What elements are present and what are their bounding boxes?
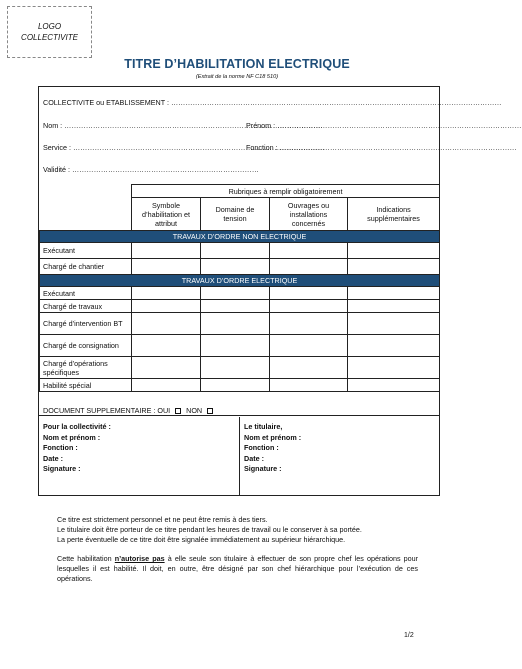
- sig-right-fonction: Fonction :: [244, 443, 279, 452]
- table-row: [40, 313, 440, 335]
- habilitation-table: [39, 184, 440, 392]
- table-cell[interactable]: [201, 313, 270, 335]
- sig-right-title: Le titulaire,: [244, 422, 283, 431]
- table-row: [40, 300, 440, 313]
- section-electrique-label: TRAVAUX D’ORDRE ELECTRIQUE: [40, 275, 440, 287]
- doc-sup-label: DOCUMENT SUPPLEMENTAIRE : OUI: [43, 406, 171, 415]
- validite-field: Validité : ……………………………………………………………………: [43, 165, 259, 174]
- logo-line-2: COLLECTIVITE: [21, 33, 78, 42]
- table-cell[interactable]: [201, 259, 270, 275]
- table-cell[interactable]: [348, 243, 440, 259]
- section-non-electrique: [40, 231, 440, 243]
- document-supplementaire-row: [39, 405, 439, 416]
- note-para-emphasis: n’autorise pas: [114, 554, 165, 563]
- note-para-before: Cette habilitation: [57, 554, 112, 563]
- row-label: Exécutant: [40, 287, 132, 300]
- row-label: Chargé de consignation: [40, 335, 132, 357]
- signature-block-titulaire: [244, 422, 301, 475]
- table-cell[interactable]: [201, 300, 270, 313]
- doc-sup-non-label: NON: [186, 406, 203, 415]
- note-paragraph: [57, 554, 418, 584]
- note-line-1: Ce titre est strictement personnel et ne peut être remis à des tiers.: [57, 515, 268, 524]
- sig-left-date: Date :: [43, 453, 63, 463]
- table-row: [40, 335, 440, 357]
- non-checkbox[interactable]: [207, 408, 213, 414]
- table-cell[interactable]: [270, 243, 348, 259]
- table-row: [40, 379, 440, 392]
- table-corner: [40, 185, 132, 231]
- sig-left-fonction: Fonction :: [43, 443, 78, 452]
- table-cell[interactable]: [132, 243, 201, 259]
- table-cell[interactable]: [201, 287, 270, 300]
- table-row: [40, 243, 440, 259]
- row-label: Exécutant: [40, 243, 132, 259]
- table-cell[interactable]: [270, 357, 348, 379]
- table-cell[interactable]: [132, 379, 201, 392]
- note-line-3: La perte éventuelle de ce titre doit être signalée immédiatement au supérieur hiérarchique.: [57, 535, 346, 544]
- table-cell[interactable]: [201, 379, 270, 392]
- table-cell[interactable]: [270, 300, 348, 313]
- habilitation-form: [38, 86, 522, 496]
- nom-field: Nom : ………………………………………………………………………………………………: [43, 121, 323, 130]
- table-cell[interactable]: [132, 259, 201, 275]
- table-cell[interactable]: [348, 335, 440, 357]
- row-label: Chargé d’intervention BT: [40, 313, 132, 335]
- document-title: TITRE D’HABILITATION ELECTRIQUE: [124, 57, 350, 71]
- table-cell[interactable]: [270, 313, 348, 335]
- column-domaine: Domaine de tension: [201, 198, 270, 231]
- section-non-electrique-label: TRAVAUX D’ORDRE NON ELECTRIQUE: [40, 231, 440, 243]
- collectivite-field: COLLECTIVITE ou ETABLISSEMENT : …………………………………………………………………………………………………………………………: [43, 98, 502, 107]
- service-field: Service : ……………………………………………………………………………………………: [43, 143, 325, 152]
- logo-placeholder: [7, 6, 92, 58]
- sig-left-title: Pour la collectivité :: [43, 422, 111, 431]
- oui-checkbox[interactable]: [175, 408, 181, 414]
- row-label: Chargé d’opérations spécifiques: [40, 357, 132, 379]
- table-cell[interactable]: [348, 379, 440, 392]
- table-cell[interactable]: [270, 287, 348, 300]
- table-cell[interactable]: [270, 335, 348, 357]
- sig-right-name: Nom et prénom :: [244, 432, 302, 442]
- rubriques-heading: Rubriques à remplir obligatoirement: [132, 185, 440, 198]
- table-row: [40, 287, 440, 300]
- sig-right-date: Date :: [244, 453, 264, 463]
- table-cell[interactable]: [201, 357, 270, 379]
- prenom-field: Prénom : …………………………………………………………………………………………: [246, 121, 522, 130]
- table-cell[interactable]: [132, 287, 201, 300]
- table-cell[interactable]: [201, 243, 270, 259]
- page-number: 1/2: [404, 632, 414, 639]
- table-cell[interactable]: [270, 379, 348, 392]
- table-cell[interactable]: [132, 313, 201, 335]
- usage-notes: [57, 515, 418, 584]
- sig-right-signature: Signature :: [244, 464, 282, 473]
- row-label: Habilité spécial: [40, 379, 132, 392]
- table-cell[interactable]: [132, 335, 201, 357]
- row-label: Chargé de travaux: [40, 300, 132, 313]
- table-row: [40, 357, 440, 379]
- document-subtitle: (Extrait de la norme NF C18 510): [195, 74, 279, 80]
- row-label: Chargé de chantier: [40, 259, 132, 275]
- fonction-field: Fonction : ………………………………………………………………………………………: [246, 143, 517, 152]
- logo-line-1: LOGO: [37, 22, 62, 31]
- table-cell[interactable]: [270, 259, 348, 275]
- table-cell[interactable]: [348, 300, 440, 313]
- table-cell[interactable]: [348, 259, 440, 275]
- rubriques-header-row: [40, 185, 440, 198]
- table-cell[interactable]: [348, 357, 440, 379]
- table-cell[interactable]: [132, 300, 201, 313]
- sig-left-name: Nom et prénom :: [43, 432, 101, 442]
- column-indications: Indications supplémentaires: [348, 198, 440, 231]
- table-cell[interactable]: [132, 357, 201, 379]
- note-line-2: Le titulaire doit être porteur de ce titre pendant les heures de travail ou le conserver à sa portée.: [57, 525, 362, 534]
- column-ouvrages: Ouvrages ou installations concernés: [270, 198, 348, 231]
- table-cell[interactable]: [348, 287, 440, 300]
- table-cell[interactable]: [201, 335, 270, 357]
- table-row: [40, 259, 440, 275]
- section-electrique: [40, 275, 440, 287]
- sig-left-signature: Signature :: [43, 464, 81, 473]
- signature-block-collectivite: [43, 422, 111, 475]
- signature-divider: [239, 417, 240, 496]
- note-para-after: à elle seule son titulaire à effectuer de son propre chef les opérations pour lesquelles il est habilité. Il doit, en outre, être désigné par son chef hiérarchique pour l’exécution de ces opérations.: [57, 554, 419, 583]
- table-cell[interactable]: [348, 313, 440, 335]
- column-symbole: Symbole d’habilitation et attribut: [132, 198, 201, 231]
